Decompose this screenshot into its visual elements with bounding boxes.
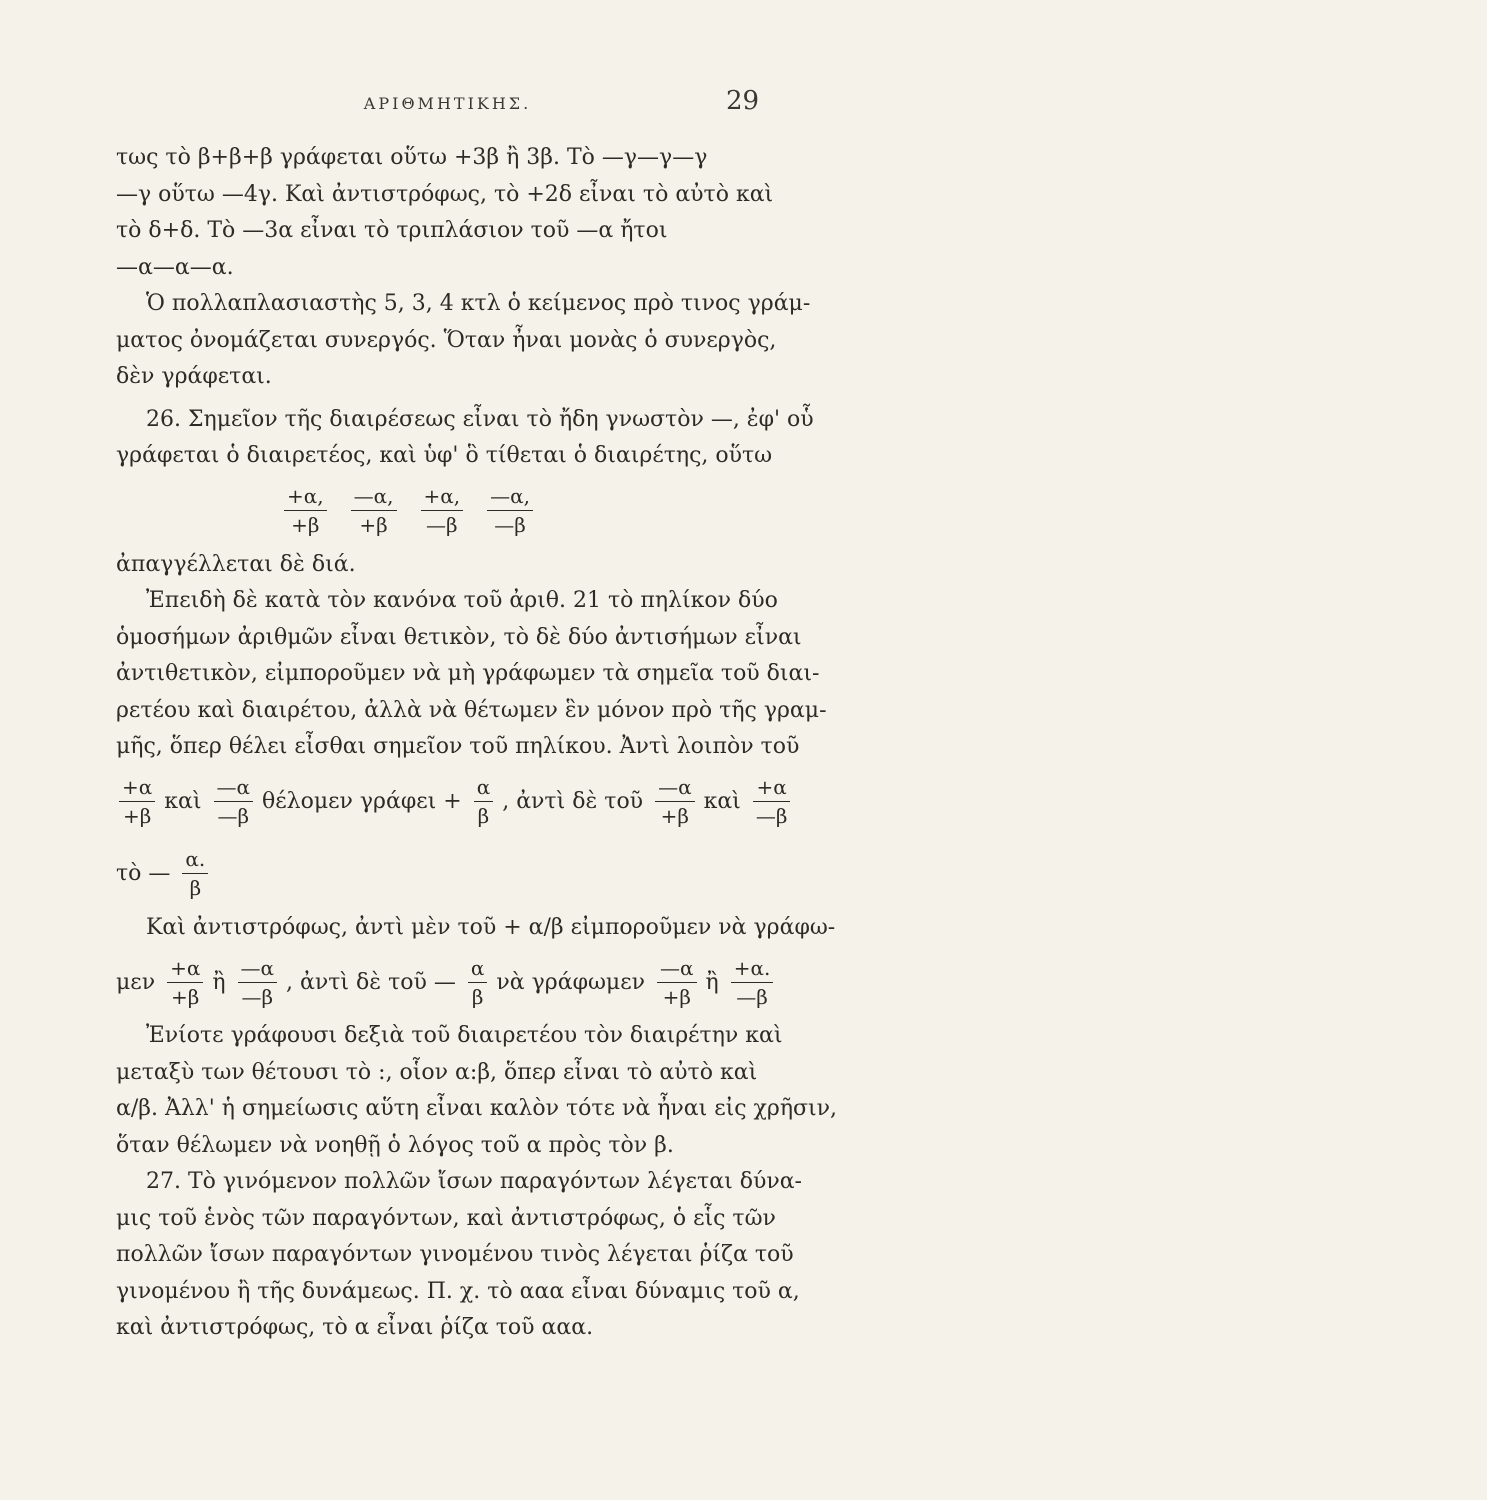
fraction: $\frac{—\alpha}{—\beta}$ <box>214 776 254 827</box>
equation-text: ἢ <box>212 969 226 995</box>
text-line: ὅταν θέλωμεν νὰ νοηθῇ ὁ λόγος τοῦ α πρὸς τὸν β. <box>116 1132 674 1158</box>
text-line: καὶ ἀντιστρόφως, τὸ α εἶναι ῥίζα τοῦ ααα. <box>116 1315 594 1340</box>
fraction: $\frac{+\alpha}{—\beta}$ <box>753 776 791 827</box>
text-line: —γ οὕτω —4γ. Καὶ ἀντιστρόφως, τὸ +2δ εἶναι τὸ αὐτὸ καὶ <box>116 181 774 207</box>
fraction: $\frac{\alpha}{\beta}$ <box>474 776 494 827</box>
equation-line <box>116 838 766 910</box>
fraction: $\frac{—\alpha}{—\beta}$ <box>238 957 278 1008</box>
text-line: τὸ δ+δ. Τὸ —3α εἶναι τὸ τριπλάσιον τοῦ —α ἤτοι <box>116 218 668 243</box>
text-line: πολλῶν ἴσων παραγόντων γινομένου τινὸς λέγεται ῥίζα τοῦ <box>116 1242 794 1267</box>
equation-text: τὸ — <box>116 861 171 886</box>
body-text <box>116 140 838 1347</box>
equation-line <box>116 946 771 1018</box>
text-line: δὲν γράφεται. <box>116 364 272 389</box>
equation-text: καὶ <box>164 789 202 814</box>
equation-text: μεν <box>116 969 156 995</box>
fraction: $\frac{—\alpha,}{+\beta}$ <box>351 485 397 536</box>
text-line: ρετέου καὶ διαιρέτου, ἀλλὰ νὰ θέτωμεν ἓν μόνον πρὸ τῆς γραμ- <box>116 697 827 723</box>
equation-text: ἢ <box>705 969 719 995</box>
text-line: μῆς, ὅπερ θέλει εἶσθαι σημεῖον τοῦ πηλίκου. Ἀντὶ λοιπὸν τοῦ <box>116 734 800 759</box>
text-line: γράφεται ὁ διαιρετέος, καὶ ὑφ' ὃ τίθεται ὁ διαιρέτης, οὕτω <box>116 443 773 468</box>
fraction: $\frac{\alpha}{\beta}$ <box>468 957 488 1008</box>
text-line: μεταξὺ των θέτουσι τὸ :, οἷον α:β, ὅπερ εἶναι τὸ αὐτὸ καὶ <box>116 1059 758 1085</box>
fraction: $\frac{—\alpha,}{—\beta}$ <box>487 485 533 536</box>
equation-text: νὰ γράφωμεν <box>496 969 645 995</box>
text-line: —α—α—α. <box>116 254 234 280</box>
text-line: ματος ὀνομάζεται συνεργός. Ὅταν ἦναι μονὰς ὁ συνεργὸς, <box>116 327 777 353</box>
text-line: μις τοῦ ἑνὸς τῶν παραγόντων, καὶ ἀντιστρόφως, ὁ εἷς τῶν <box>116 1205 776 1231</box>
fraction: $\frac{—\alpha}{+\beta}$ <box>655 776 695 827</box>
fraction: $\frac{+\alpha}{+\beta}$ <box>167 957 203 1008</box>
text-line: Ὁ πολλαπλασιαστὴς 5, 3, 4 κτλ ὁ κείμενος πρὸ τινος γράμ- <box>146 291 811 316</box>
equation-text: καὶ <box>703 789 741 814</box>
fraction: $\frac{—\alpha}{+\beta}$ <box>657 957 697 1008</box>
text-line: ἀντιθετικὸν, εἰμποροῦμεν νὰ μὴ γράφωμεν τὰ σημεῖα τοῦ διαι- <box>116 661 820 686</box>
text-line: ἀπαγγέλλεται δὲ διά. <box>116 551 356 577</box>
fraction: $\frac{\alpha.}{\beta}$ <box>182 848 208 899</box>
page-number: 29 <box>726 86 760 116</box>
text-line: ὁμοσήμων ἀριθμῶν εἶναι θετικὸν, τὸ δὲ δύο ἀντισήμων εἶναι <box>116 624 802 650</box>
text-line: α/β. Ἀλλ' ἡ σημείωσις αὕτη εἶναι καλὸν τότε νὰ ἦναι εἰς χρῆσιν, <box>116 1096 838 1121</box>
text-line: Καὶ ἀντιστρόφως, ἀντὶ μὲν τοῦ + α/β εἰμποροῦμεν νὰ γράφω- <box>146 914 836 940</box>
text-line: γινομένου ἢ τῆς δυνάμεως. Π. χ. τὸ ααα εἶναι δύναμις τοῦ α, <box>116 1278 800 1304</box>
equation-text: , ἀντὶ δὲ τοῦ — <box>286 969 456 995</box>
running-head: ΑΡΙΘΜΗΤΙΚΗΣ. <box>363 94 532 113</box>
fraction: $\frac{+\alpha}{+\beta}$ <box>119 776 155 827</box>
fraction: $\frac{+\alpha,}{—\beta}$ <box>421 485 464 536</box>
fraction: $\frac{+\alpha.}{—\beta}$ <box>731 957 774 1008</box>
text-line: Ἐνίοτε γράφουσι δεξιὰ τοῦ διαιρετέου τὸν διαιρέτην καὶ <box>146 1023 783 1048</box>
equation-line <box>116 766 788 838</box>
text-line: Ἐπειδὴ δὲ κατὰ τὸν κανόνα τοῦ ἀριθ. 21 τὸ πηλίκον δύο <box>146 588 778 613</box>
text-line: 27. Τὸ γινόμενον πολλῶν ἴσων παραγόντων λέγεται δύνα- <box>146 1169 802 1194</box>
text-line: 26. Σημεῖον τῆς διαιρέσεως εἶναι τὸ ἤδη γνωστὸν —, ἐφ' οὗ <box>146 406 814 432</box>
text-line: τως τὸ β+β+β γράφεται οὕτω +3β ἢ 3β. Τὸ —γ—γ—γ <box>116 145 708 170</box>
fraction: $\frac{+\alpha,}{+\beta}$ <box>284 485 327 536</box>
fraction-examples <box>116 475 766 547</box>
page-header <box>0 86 895 122</box>
equation-text: θέλομεν γράφει + <box>262 789 462 814</box>
equation-text: , ἀντὶ δὲ τοῦ <box>502 789 644 814</box>
